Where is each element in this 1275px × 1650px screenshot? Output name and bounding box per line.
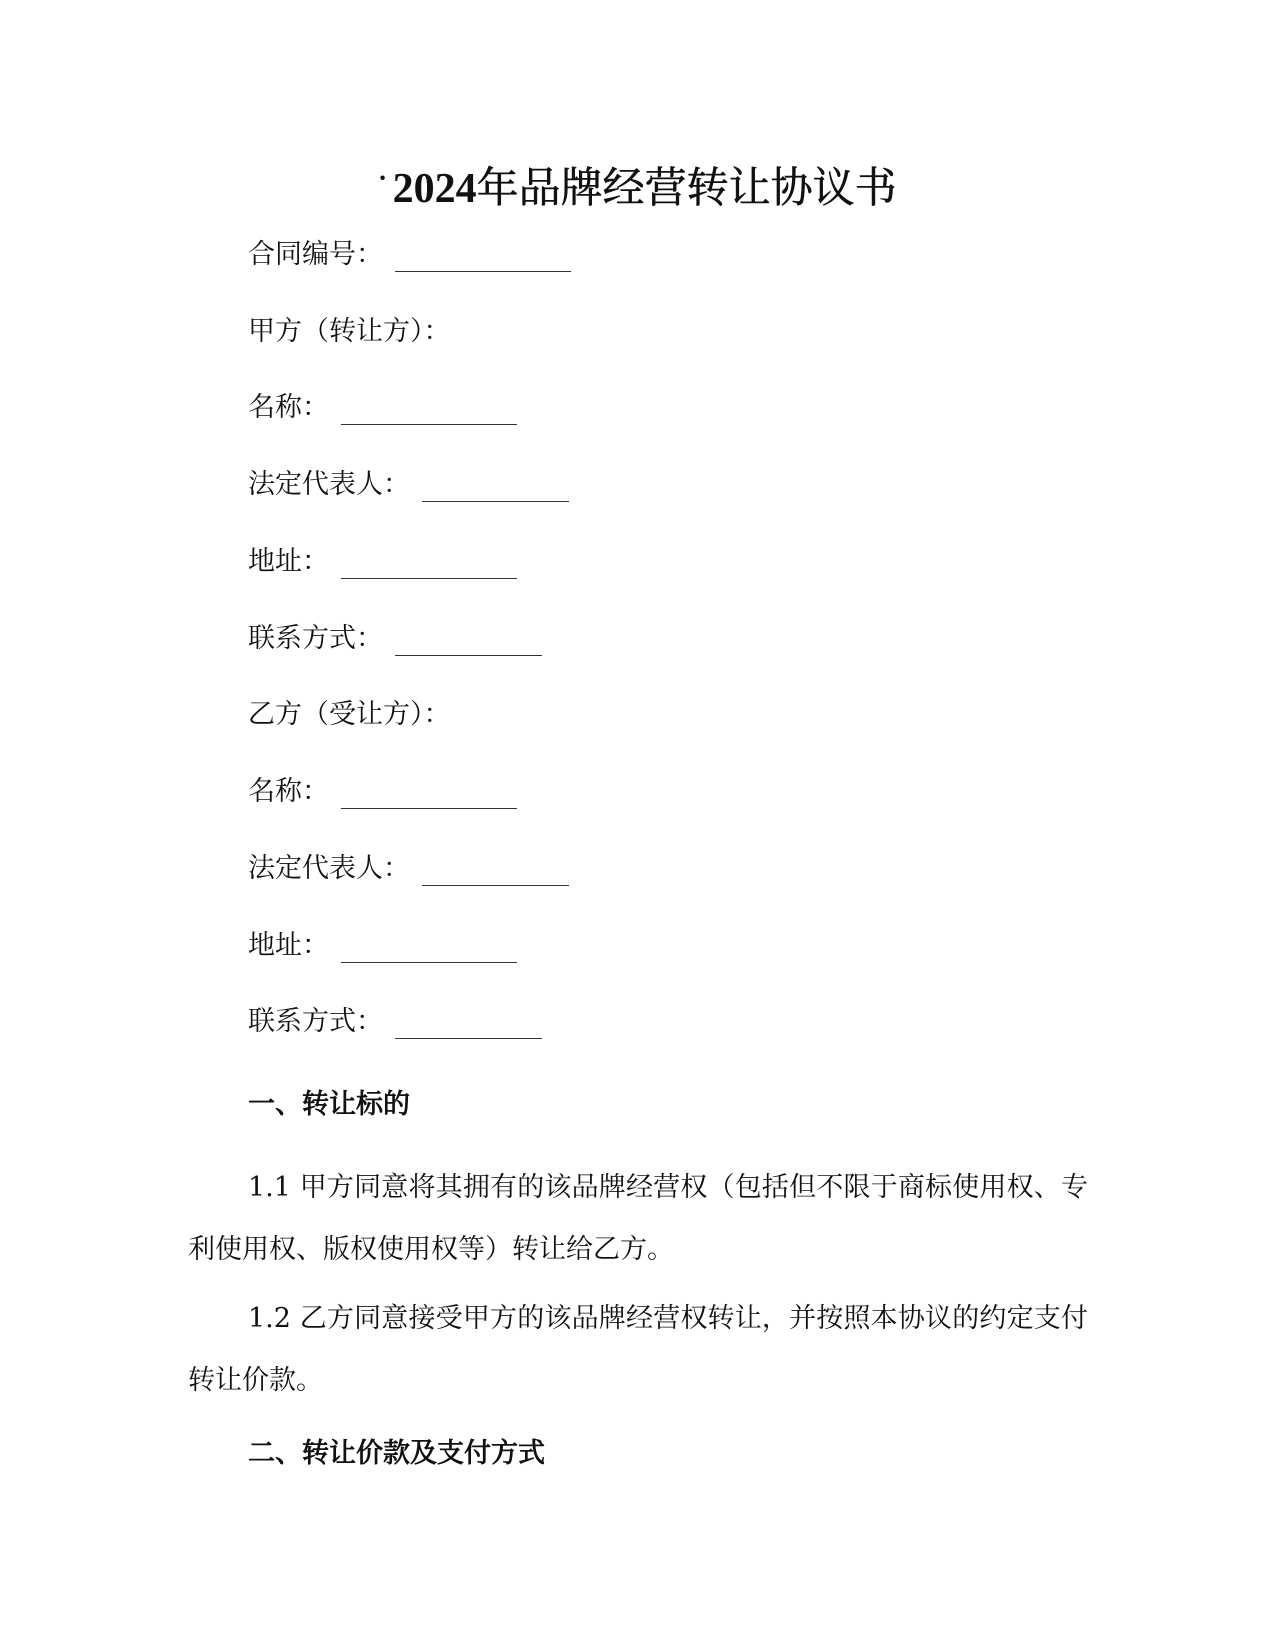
party-b-address-label: 地址：	[248, 930, 329, 961]
party-a-contact-blank[interactable]	[395, 629, 542, 656]
party-b-address-row	[248, 929, 517, 963]
title-text: 年品牌经营转让协议书	[476, 163, 897, 212]
party-a-address-row	[248, 545, 517, 579]
document-title	[0, 152, 1275, 215]
party-a-address-label: 地址：	[248, 546, 329, 577]
party-b-address-blank[interactable]	[341, 936, 517, 963]
title-bullet-dot: ·	[378, 163, 387, 192]
section-2-heading: 二、转让价款及支付方式	[248, 1438, 545, 1469]
party-b-legal-rep-blank[interactable]	[422, 859, 569, 886]
party-b-legal-rep-row	[248, 852, 569, 886]
party-a-legal-rep-label: 法定代表人：	[248, 469, 410, 500]
section-1-heading: 一、转让标的	[248, 1089, 410, 1120]
contract-number-label: 合同编号：	[248, 239, 383, 270]
party-b-name-row	[248, 775, 517, 809]
party-a-name-label: 名称：	[248, 392, 329, 423]
clause-1-1: 1.1 甲方同意将其拥有的该品牌经营权（包括但不限于商标使用权、专利使用权、版权使用权等）转让给乙方。	[188, 1172, 1088, 1265]
party-b-legal-rep-label: 法定代表人：	[248, 853, 410, 884]
party-a-name-blank[interactable]	[341, 398, 517, 425]
party-a-heading: 甲方（转让方）：	[248, 316, 451, 347]
party-a-name-row	[248, 391, 517, 425]
party-b-name-blank[interactable]	[341, 782, 517, 809]
party-a-address-blank[interactable]	[341, 552, 517, 579]
party-b-heading: 乙方（受让方）：	[248, 699, 451, 730]
clause-1-2: 1.2 乙方同意接受甲方的该品牌经营权转让，并按照本协议的约定支付转让价款。	[188, 1303, 1088, 1396]
party-a-legal-rep-blank[interactable]	[422, 475, 569, 502]
party-b-contact-row	[248, 1005, 542, 1039]
contract-number-blank[interactable]	[395, 245, 571, 272]
party-b-contact-blank[interactable]	[395, 1012, 542, 1039]
party-b-contact-label: 联系方式：	[248, 1006, 383, 1037]
party-a-legal-rep-row	[248, 468, 569, 502]
contract-number-row	[248, 238, 571, 272]
party-a-contact-row	[248, 622, 542, 656]
party-a-contact-label: 联系方式：	[248, 623, 383, 654]
title-year: 2024	[392, 166, 477, 212]
party-b-name-label: 名称：	[248, 776, 329, 807]
